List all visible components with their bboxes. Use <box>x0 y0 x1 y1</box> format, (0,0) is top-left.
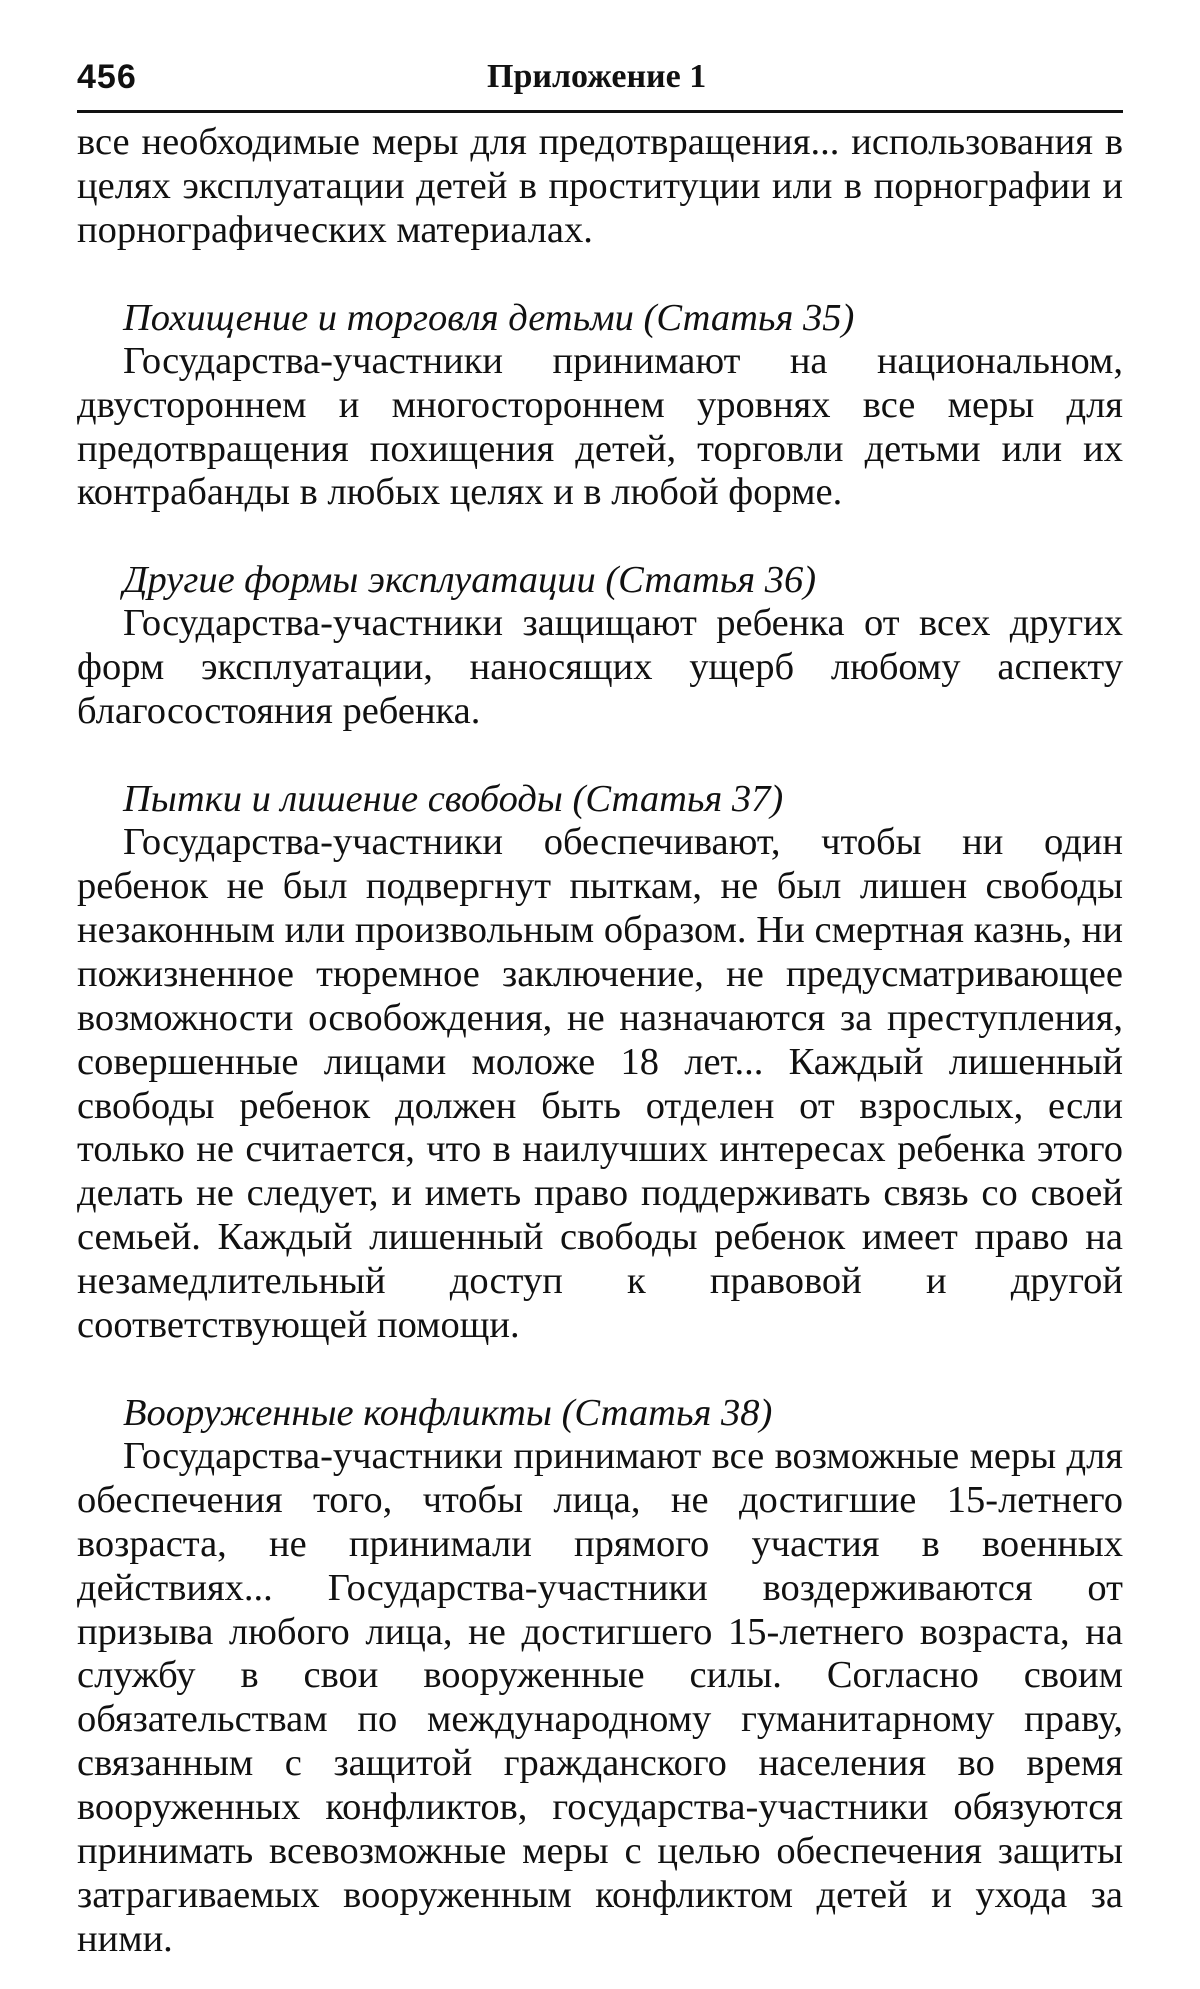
page-number: 456 <box>77 58 137 96</box>
section-article-37 <box>77 777 1123 1348</box>
intro-paragraph: все необходимые меры для предотвращения... использования в целях эксплуатации детей в проституции или в порнографии и порнографических материалах. <box>77 121 1123 251</box>
section-article-36 <box>77 558 1123 734</box>
section-text: Государства-участники защищают ребенка от всех других форм эксплуатации, наносящих ущерб любому аспекту благосостояния ребенка. <box>77 602 1123 733</box>
section-article-35 <box>77 296 1123 516</box>
book-page <box>77 52 1123 1962</box>
section-heading: Другие формы эксплуатации (Статья 36) <box>123 559 817 602</box>
section-article-38 <box>77 1391 1123 1962</box>
section-text: Государства-участники обеспечивают, чтобы ни один ребенок не был подвергнут пыткам, не был лишен свободы незаконным или произвольным образом. Ни смертная казнь, ни пожизненное тюремное заключение, не предусматривающее возможности освобождения, не назначаются за преступления, совершенные лицами моложе 18 лет... Каждый лишенный свободы ребенок должен быть отделен от взрослых, если только не считается, что в наилучших интересах ребенка этого делать не следует, и иметь право поддерживать связь со своей семьей. Каждый лишенный свободы ребенок имеет право на незамедлительный доступ к правовой и другой соответствующей помощи. <box>77 821 1123 1347</box>
page-body <box>77 121 1123 1962</box>
section-heading: Вооруженные конфликты (Статья 38) <box>123 1391 773 1434</box>
section-heading: Пытки и лишение свободы (Статья 37) <box>123 778 784 821</box>
running-title: Приложение 1 <box>487 58 707 95</box>
section-text: Государства-участники принимают все возможные меры для обеспечения того, чтобы лица, не достигшие 15-летнего возраста, не принимали прямого участия в военных действиях... Государства-участники воздерживаются от призыва любого лица, не достигшего 15-летнего возраста, на службу в свои вооруженные силы. Согласно своим обязательствам по международному гуманитарному праву, связанным с защитой гражданского населения во время вооруженных конфликтов, государства-участники обязуются принимать всевозможные меры с целью обеспечения защиты затрагиваемых вооруженным конфликтом детей и ухода за ними. <box>77 1434 1123 1960</box>
running-header <box>77 52 1123 113</box>
section-heading: Похищение и торговля детьми (Статья 35) <box>123 296 855 339</box>
section-text: Государства-участники принимают на национальном, двустороннем и многостороннем уровнях все меры для предотвращения похищения детей, торговли детьми или их контрабанды в любых целях и в любой форме. <box>77 339 1123 514</box>
